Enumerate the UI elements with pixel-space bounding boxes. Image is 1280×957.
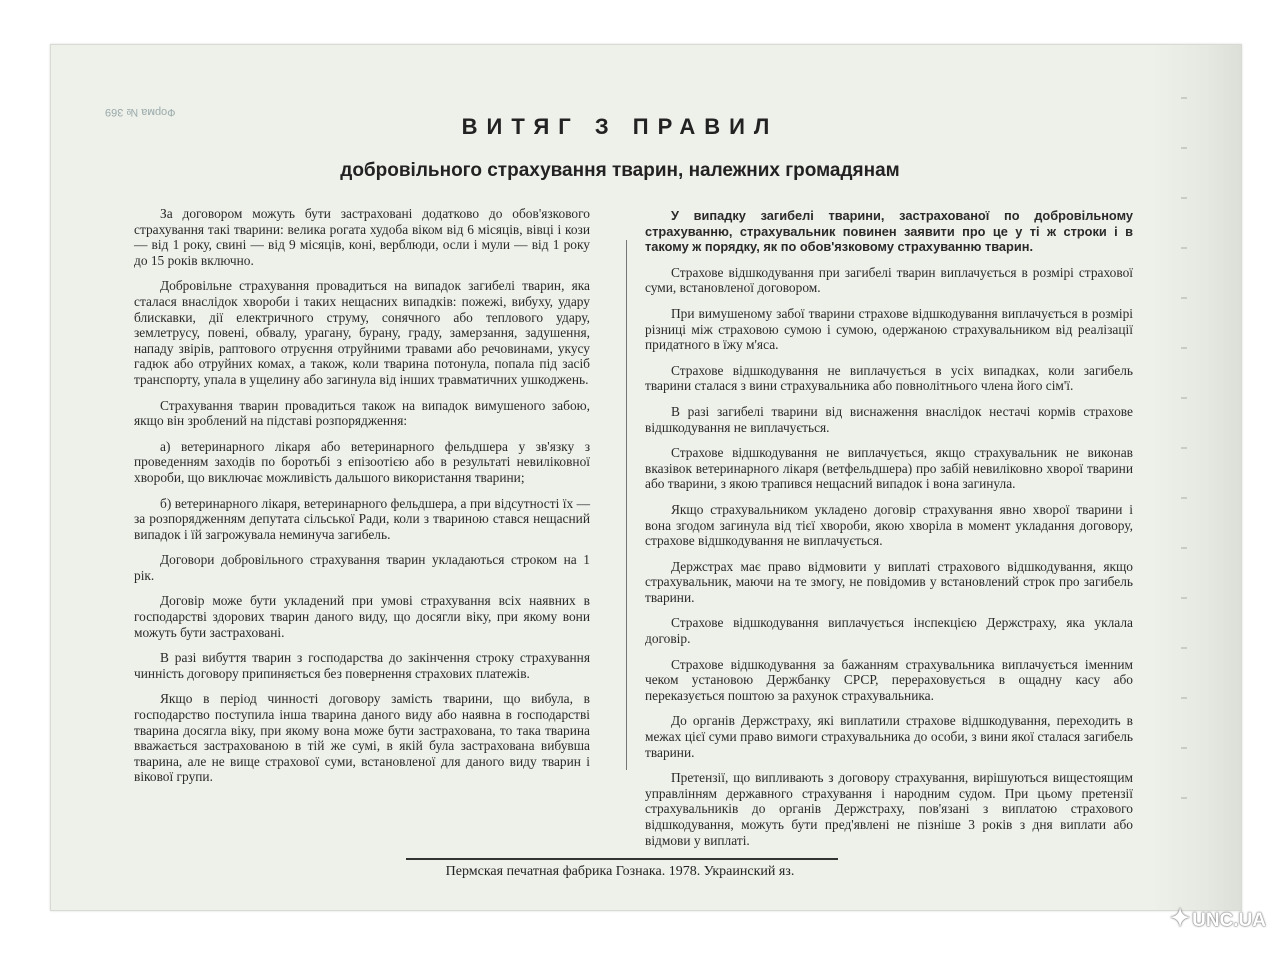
paragraph: При вимушеному забої тварини страхове відшкодування виплачується в розмірі різниці між страховою сумою і сумою, одержаною страхувальником від реалізації придатного в їжу м'яса.	[645, 305, 1133, 353]
paragraph: Договір може бути укладений при умові страхування всіх наявних в господарстві здорових тварин даного виду, що досягли віку, при якому вони можуть бути застраховані.	[134, 593, 590, 640]
paragraph: Договори добровільного страхування тварин укладаються строком на 1 рік.	[134, 552, 590, 583]
left-column	[134, 206, 590, 795]
lead-paragraph: У випадку загибелі тварини, застрахованої по добровільному страхуванню, страхувальник повинен заявити про це у ті ж строки і в такому ж порядку, як по обов'язковому страхуванню тварин.	[645, 208, 1133, 255]
printer-imprint: Пермская печатная фабрика Гознака. 1978. Украинский яз.	[445, 864, 795, 879]
paragraph: Претензії, що випливають з договору страхування, вирішуються вищестоящим управлінням державного страхування і народним судом. При цьому претензії страхувальників до органів Держстраху, пов'язані з виплатою страхового відшкодування, можуть бути пред'явлені не пізніше 3 років з дня виплати або відмови у виплаті.	[645, 770, 1133, 848]
paragraph: Якщо в період чинності договору замість тварини, що вибула, в господарство поступила інша тварина даного виду або наявна в господарстві тварина досягла віку, при якому вона може бути застрахована, то така тварина вважається застрахованою в тій же сумі, в якій була застрахована вибувша тварина, але не вище страхової суми, встановленої для даного виду тварин і вікової групи.	[134, 691, 590, 785]
right-column	[645, 208, 1133, 858]
footer-rule	[406, 858, 838, 860]
paragraph: Добровільне страхування провадиться на випадок загибелі тварин, яка сталася внаслідок хвороби і таких нещасних випадків: пожежі, вибуху, удару блискавки, дії електричного струму, сонячного або теплового удару, землетрусу, повені, обвалу, урагану, бурану, граду, замерзання, задушення, нападу звірів, раптового отруєння отруйними травами або речовинами, укусу гадюк або отруйних комах, а також, коли тварина потонула, попала під засіб транспорту, упала в ущелину або загинула від інших травматичних ушкоджень.	[134, 278, 590, 387]
form-number: Форма № 369	[105, 106, 176, 118]
paragraph: Страхування тварин провадиться також на випадок вимушеного забою, якщо він зроблений на підставі розпорядження:	[134, 397, 590, 429]
paragraph: Страхове відшкодування не виплачується, якщо страхувальник не виконав вказівок ветеринарного лікаря (ветфельдшера) про забій невиліковно хворої тварини або тварини, з якою трапився нещасний випадок і вона загинула.	[645, 445, 1133, 492]
paragraph: За договором можуть бути застраховані додатково до обов'язкового страхування такі тварини: велика рогата худоба віком від 6 місяців, вівці і кози — від 1 року, свині — від 9 місяців, коні, верблюди, осли і мули — від 1 року до 15 років включно.	[134, 206, 590, 268]
paragraph: В разі загибелі тварини від виснаження внаслідок нестачі кормів страхове відшкодування не виплачується.	[645, 403, 1133, 435]
paragraph: а) ветеринарного лікаря або ветеринарного фельдшера у зв'язку з проведенням заходів по боротьбі з епізоотією або в результаті невиліковної хвороби, що виключає можливість дальшого використання тварини;	[134, 438, 590, 485]
paragraph: Страхове відшкодування виплачується інспекцією Держстраху, яка уклала договір.	[645, 615, 1133, 647]
paragraph: Страхове відшкодування не виплачується в усіх випадках, коли загибель тварини сталася з вини страхувальника або повнолітнього члена його сім'ї.	[645, 362, 1133, 394]
paragraph: Якщо страхувальником укладено договір страхування явно хворої тварини і вона згодом загинула від тієї хвороби, якою хворіла в момент укладання договору, страхове відшкодування не виплачується.	[645, 501, 1133, 549]
paragraph: Держстрах має право відмовити у виплаті страхового відшкодування, якщо страхувальник, маючи на те змогу, не повідомив у встановлений строк про загибель тварини.	[645, 558, 1133, 605]
page-title: ВИТЯГ З ПРАВИЛ	[461, 114, 779, 139]
star-icon: ✦	[1170, 905, 1191, 932]
page-subtitle: добровільного страхування тварин, належних громадянам	[340, 160, 900, 181]
paragraph: Страхове відшкодування за бажанням страхувальника виплачується іменним чеком установою Держбанку СРСР, перераховується в ощадну касу або переказується поштою за рахунок страхувальника.	[645, 656, 1133, 703]
column-divider	[626, 240, 627, 770]
watermark-text: UNC.UA	[1192, 910, 1266, 931]
paragraph: В разі вибуття тварин з господарства до закінчення строку страхування чинність договору припиняється без повернення страхових платежів.	[134, 650, 590, 681]
site-watermark	[1170, 904, 1266, 933]
paragraph: Страхове відшкодування при загибелі тварин виплачується в розмірі страхової суми, встановленої договором.	[645, 264, 1133, 296]
paragraph: До органів Держстраху, які виплатили страхове відшкодування, переходить в межах цієї суми право вимоги страхувальника до особи, з вини якої сталася загибель тварини.	[645, 713, 1133, 760]
paragraph: б) ветеринарного лікаря, ветеринарного фельдшера, а при відсутності їх — за розпорядженням депутата сільської Ради, коли з твариною стався нещасний випадок і їй загрожувала неминуча загибель.	[134, 495, 590, 542]
